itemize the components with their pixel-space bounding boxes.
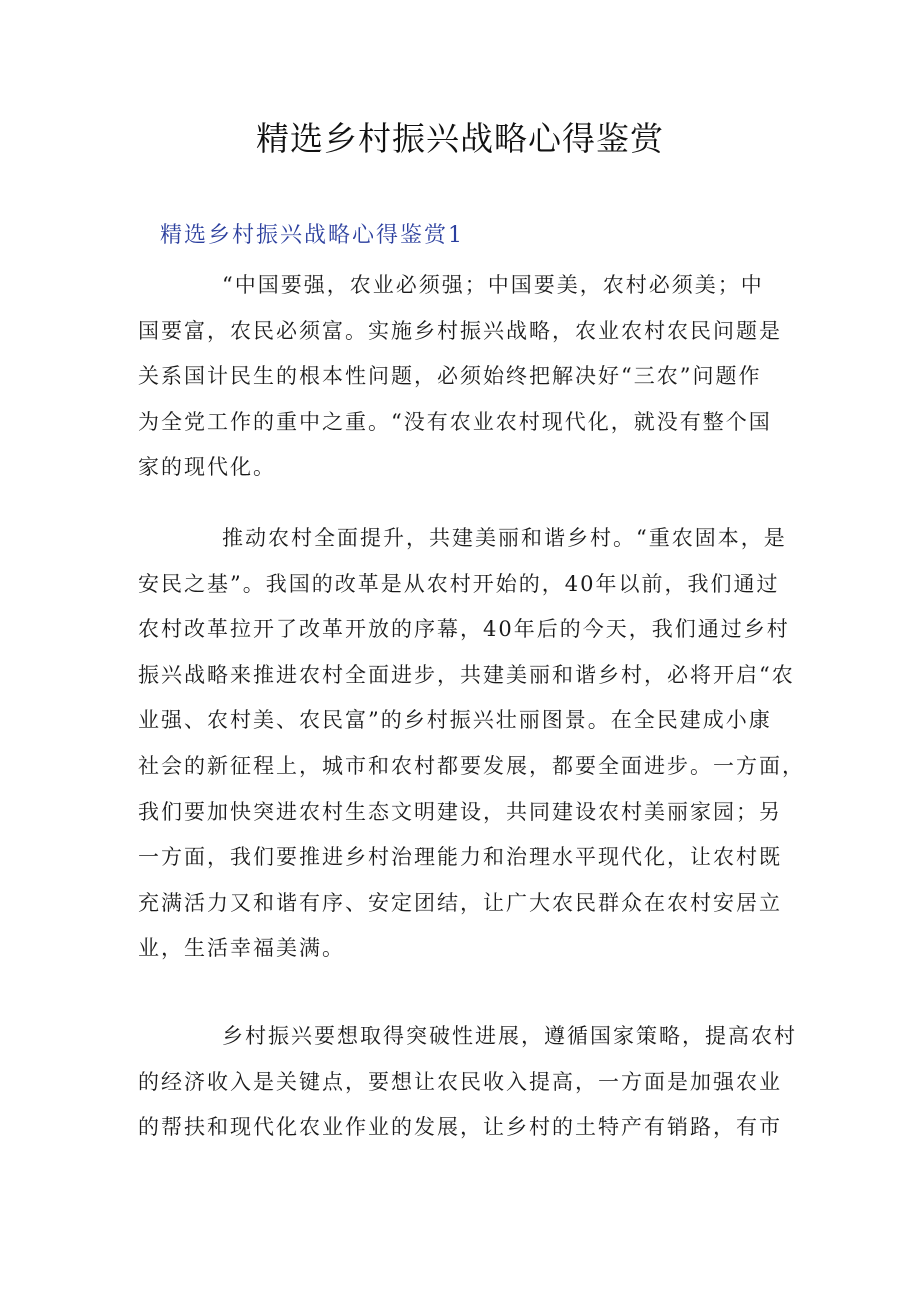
paragraph-line: 业强、农村美、农民富”的乡村振兴壮丽图景。在全民建成小康 xyxy=(138,708,772,733)
paragraph-line: 充满活力又和谐有序、安定团结，让广大农民群众在农村安居立 xyxy=(138,890,782,915)
paragraph-line: 国要富，农民必须富。实施乡村振兴战略，农业农村农民问题是 xyxy=(138,318,782,343)
paragraph-line: 家的现代化。 xyxy=(138,455,276,480)
paragraph-1 xyxy=(138,263,798,491)
paragraph-line: 为全党工作的重中之重。“没有农业农村现代化，就没有整个国 xyxy=(138,409,772,434)
paragraph-line: 社会的新征程上，城市和农村都要发展，都要全面进步。一方面， xyxy=(138,753,805,778)
paragraph-line: 推动农村全面提升，共建美丽和谐乡村。“重农固本，是 xyxy=(222,526,787,550)
paragraph-line: 我们要加快突进农村生态文明建设，共同建设农村美丽家园；另 xyxy=(138,799,782,824)
document-title: 精选乡村振兴战略心得鉴赏 xyxy=(256,119,664,158)
paragraph-2 xyxy=(138,516,805,972)
paragraph-line: 的帮扶和现代化农业作业的发展，让乡村的土特产有销路，有市 xyxy=(138,1115,782,1140)
paragraph-line: 业，生活幸福美满。 xyxy=(138,936,345,961)
paragraph-line: 农村改革拉开了改革开放的序幕，40年后的今天，我们通过乡村 xyxy=(138,617,790,642)
paragraph-line: 的经济收入是关键点，要想让农民收入提高，一方面是加强农业 xyxy=(138,1069,782,1094)
paragraph-line: 关系国计民生的根本性问题，必须始终把解决好“三农”问题作 xyxy=(138,364,762,389)
section-heading: 精选乡村振兴战略心得鉴赏1 xyxy=(160,223,464,248)
paragraph-line: 一方面，我们要推进乡村治理能力和治理水平现代化，让农村既 xyxy=(138,845,782,870)
paragraph-3 xyxy=(138,1014,798,1151)
paragraph-line: 乡村振兴要想取得突破性进展，遵循国家策略，提高农村 xyxy=(222,1024,797,1048)
paragraph-line: 振兴战略来推进农村全面进步，共建美丽和谐乡村，必将开启“农 xyxy=(138,662,795,687)
paragraph-line: “中国要强，农业必须强；中国要美，农村必须美；中 xyxy=(222,273,764,297)
paragraph-line: 安民之基”。我国的改革是从农村开始的，40年以前，我们通过 xyxy=(138,571,780,596)
